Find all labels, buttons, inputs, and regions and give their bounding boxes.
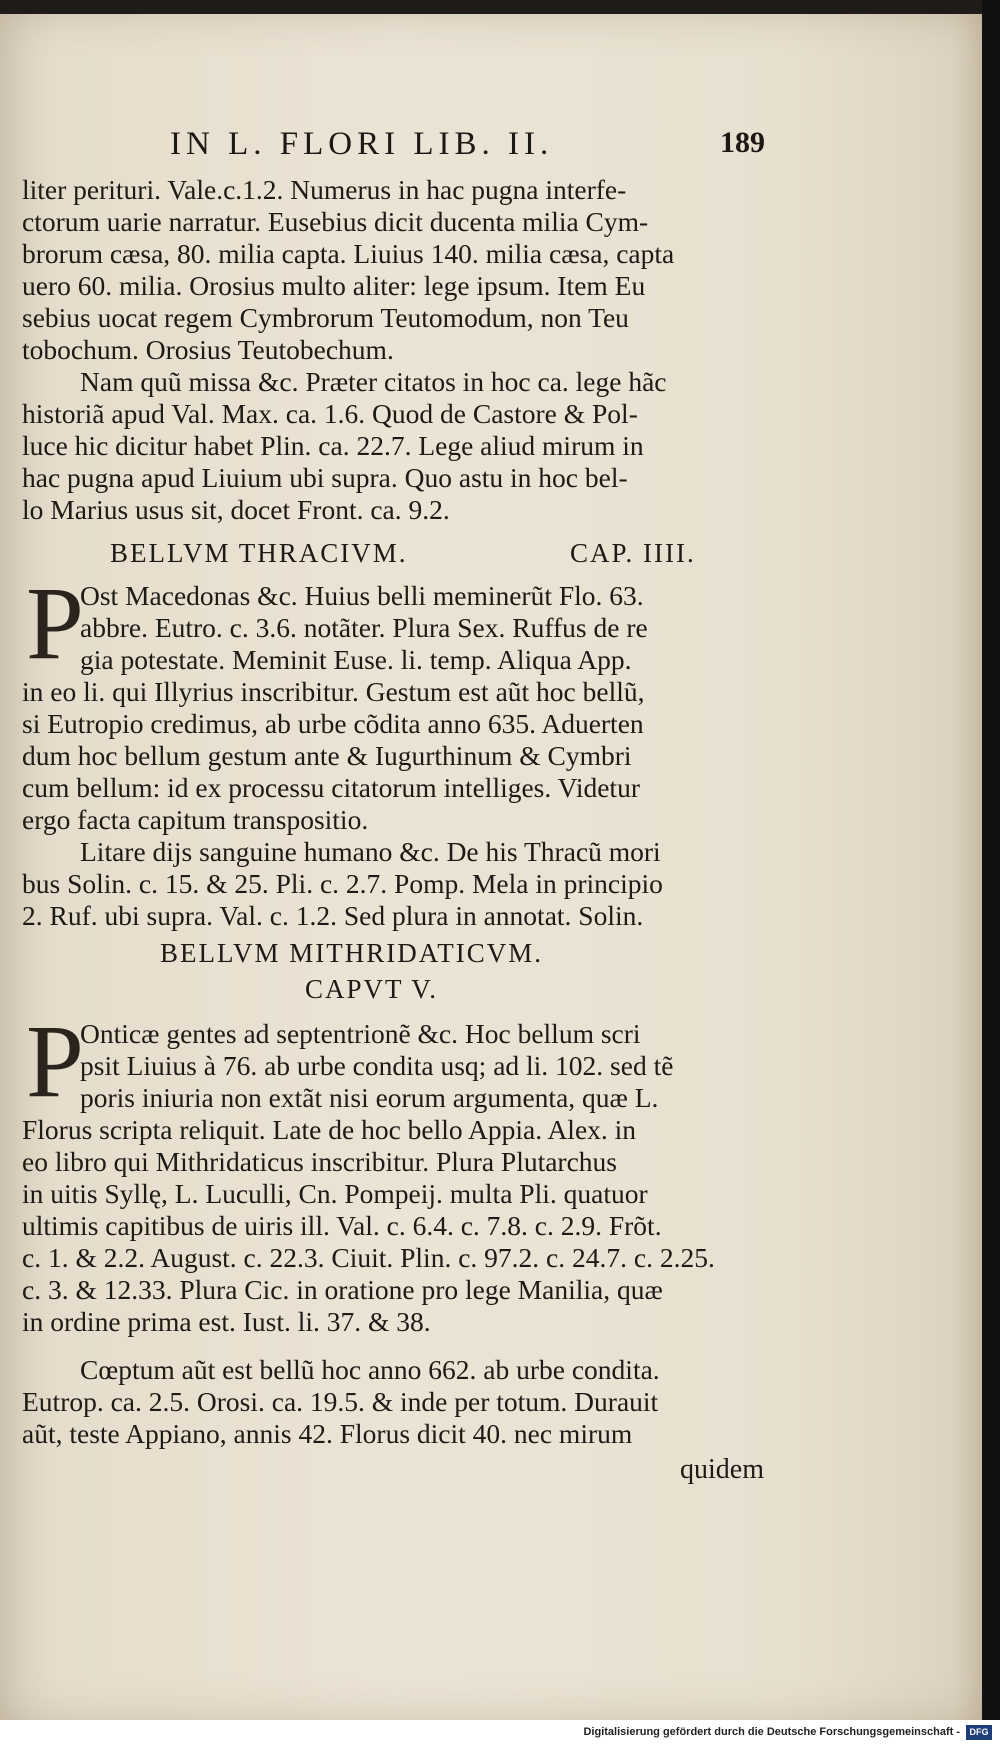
text-line: Ost Macedonas &c. Huius belli meminerũt Flo. 63.: [80, 580, 644, 611]
text-line: Nam quũ missa &c. Præter citatos in hoc ca. lege hãc: [80, 366, 667, 397]
digitization-footer: [0, 1720, 1000, 1748]
dfg-logo: DFG: [966, 1725, 992, 1740]
text-line: uero 60. milia. Orosius multo aliter: lege ipsum. Item Eu: [22, 270, 646, 301]
text-line: c. 3. & 12.33. Plura Cic. in oratione pro lege Manilia, quæ: [22, 1274, 663, 1305]
drop-capital: P: [26, 566, 84, 681]
text-line: historiã apud Val. Max. ca. 1.6. Quod de Castore & Pol-: [22, 398, 638, 429]
text-line: Florus scripta reliquit. Late de hoc bello Appia. Alex. in: [22, 1114, 637, 1145]
text-line: liter perituri. Vale.c.1.2. Numerus in hac pugna interfe-: [22, 174, 627, 205]
section-heading: BELLVM THRACIVM.: [110, 538, 408, 568]
text-line: si Eutropio credimus, ab urbe cõdita anno 635. Aduerten: [22, 708, 644, 739]
text-line: in ordine prima est. Iust. li. 37. & 38.: [22, 1306, 431, 1337]
text-line: gia potestate. Meminit Euse. li. temp. Aliqua App.: [80, 644, 632, 675]
text-line: Litare dijs sanguine humano &c. De his Thracũ mori: [80, 836, 661, 867]
page-number: 189: [720, 126, 765, 159]
funding-credit: Digitalisierung gefördert durch die Deutsche Forschungsgemeinschaft -: [583, 1726, 960, 1738]
chapter-number: CAPVT V.: [305, 974, 439, 1004]
text-line: ultimis capitibus de uiris ill. Val. c. 6.4. c. 7.8. c. 2.9. Frõt.: [22, 1210, 662, 1241]
text-line: luce hic dicitur habet Plin. ca. 22.7. Lege aliud mirum in: [22, 430, 644, 461]
text-line: bus Solin. c. 15. & 25. Pli. c. 2.7. Pomp. Mela in principio: [22, 868, 663, 899]
text-line: hac pugna apud Liuium ubi supra. Quo astu in hoc bel-: [22, 462, 628, 493]
text-line: psit Liuius à 76. ab urbe condita usq; ad li. 102. sed tẽ: [80, 1050, 674, 1081]
text-line: abbre. Eutro. c. 3.6. notãter. Plura Sex. Ruffus de re: [80, 612, 648, 643]
text-line: tobochum. Orosius Teutobechum.: [22, 334, 394, 365]
text-line: lo Marius usus sit, docet Front. ca. 9.2.: [22, 494, 450, 525]
text-line: cum bellum: id ex processu citatorum intelliges. Videtur: [22, 772, 640, 803]
text-line: eo libro qui Mithridaticus inscribitur. Plura Plutarchus: [22, 1146, 617, 1177]
text-line: in eo li. qui Illyrius inscribitur. Gestum est aũt hoc bellũ,: [22, 676, 645, 707]
text-line: aũt, teste Appiano, annis 42. Florus dicit 40. nec mirum: [22, 1418, 633, 1449]
text-line: ergo facta capitum transpositio.: [22, 804, 369, 835]
book-page: [0, 14, 984, 1720]
text-line: Eutrop. ca. 2.5. Orosi. ca. 19.5. & inde per totum. Durauit: [22, 1386, 659, 1417]
catchword: quidem: [680, 1454, 764, 1485]
text-line: ctorum uarie narratur. Eusebius dicit ducenta milia Cym-: [22, 206, 649, 237]
text-line: Cœptum aũt est bellũ hoc anno 662. ab urbe condita.: [80, 1354, 660, 1385]
text-line: dum hoc bellum gestum ante & Iugurthinum & Cymbri: [22, 740, 632, 771]
text-line: in uitis Syllę, L. Luculli, Cn. Pompeij. multa Pli. quatuor: [22, 1178, 648, 1209]
text-line: c. 1. & 2.2. August. c. 22.3. Ciuit. Plin. c. 97.2. c. 24.7. c. 2.25.: [22, 1242, 715, 1273]
text-line: 2. Ruf. ubi supra. Val. c. 1.2. Sed plura in annotat. Solin.: [22, 900, 644, 931]
drop-capital: P: [26, 1004, 84, 1119]
text-line: Onticæ gentes ad septentrionẽ &c. Hoc bellum scri: [80, 1018, 641, 1049]
text-line: brorum cæsa, 80. milia capta. Liuius 140. milia cæsa, capta: [22, 238, 675, 269]
running-title: IN L. FLORI LIB. II.: [170, 126, 554, 162]
text-line: poris iniuria non extãt nisi eorum argumenta, quæ L.: [80, 1082, 659, 1113]
text-line: sebius uocat regem Cymbrorum Teutomodum, non Teu: [22, 302, 629, 333]
section-heading: BELLVM MITHRIDATICVM.: [160, 938, 544, 968]
chapter-number: CAP. IIII.: [570, 538, 696, 568]
scan-background-right: [982, 0, 1000, 1720]
